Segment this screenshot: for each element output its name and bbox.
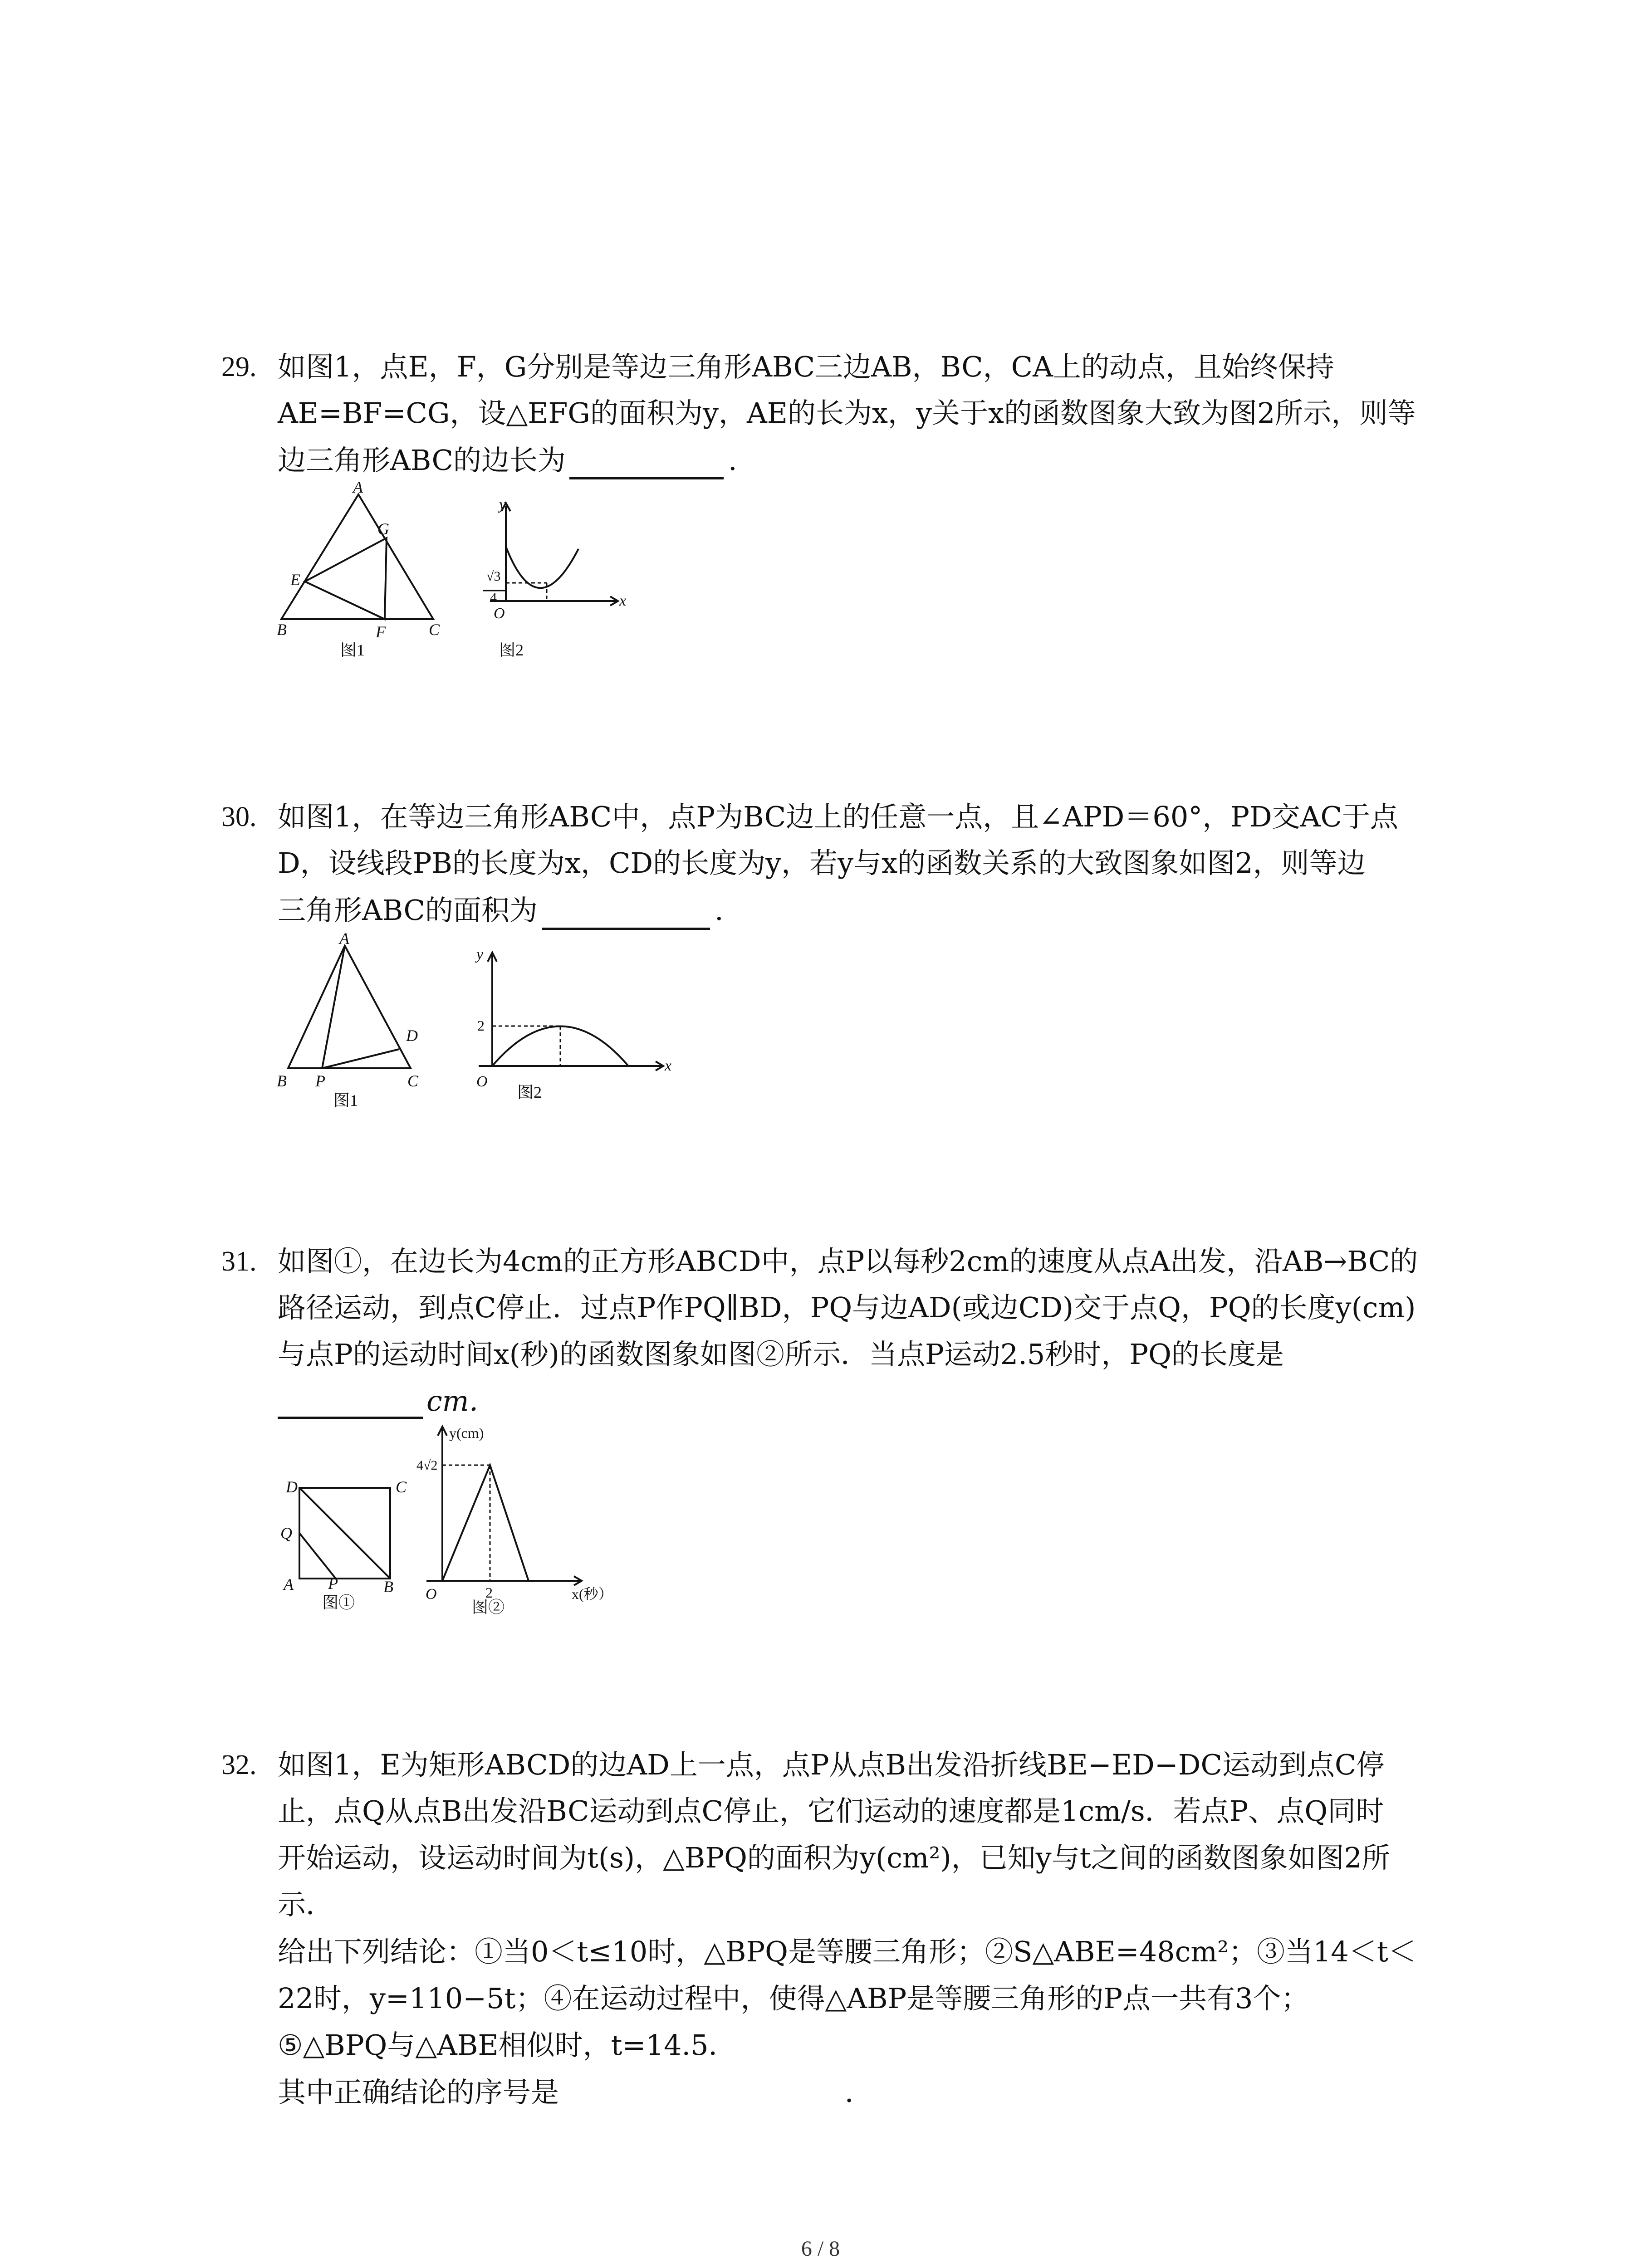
problem-text-line: 止，点Q从点B出发沿BC运动到点C停止，它们运动的速度都是1cm/s．若点P、点Q同时	[278, 1794, 1384, 1828]
label-a: A	[339, 932, 349, 948]
label-q: Q	[280, 1524, 292, 1542]
label-b: B	[277, 1072, 287, 1090]
problem-number: 29.	[221, 352, 257, 382]
answer-blank	[542, 928, 710, 930]
problem-text-line: 给出下列结论：①当0＜t≤10时，△BPQ是等腰三角形；②S△ABE=48cm²；③当14＜t＜	[278, 1935, 1416, 1968]
triangle-abc	[281, 494, 433, 619]
triangle-abc	[288, 946, 411, 1068]
tick-2: 2	[485, 1584, 493, 1601]
axis-x-label: x(秒）	[572, 1586, 613, 1602]
problem-text-line: 如图1，E为矩形ABCD的边AD上一点，点P从点B出发沿折线BE−ED−DC运动到点C停	[278, 1748, 1385, 1781]
axis-x-label: x	[619, 592, 627, 609]
axis-y-label: y	[499, 497, 506, 513]
unit-cm: cm．	[426, 1384, 497, 1418]
origin-label: O	[494, 605, 505, 622]
problem-number: 31.	[221, 1246, 257, 1277]
problem-text-line: ⑤△BPQ与△ABE相似时，t=14.5．	[278, 2028, 737, 2062]
origin-label: O	[476, 1073, 488, 1090]
figure-29-1	[268, 481, 458, 662]
problem-text-line: 三角形ABC的面积为	[278, 894, 538, 927]
parabola-curve	[506, 547, 578, 588]
figure-caption: 图2	[499, 641, 524, 659]
label-a: A	[353, 481, 363, 496]
problem-text-line: 开始运动，设运动时间为t(s)，△BPQ的面积为y(cm²)，已知y与t之间的函数图象如图2所	[278, 1841, 1391, 1874]
label-g: G	[377, 520, 389, 538]
problem-text-line: 如图①，在边长为4cm的正方形ABCD中，点P以每秒2cm的速度从点A出发，沿AB→BC的	[278, 1245, 1418, 1278]
problem-text-line: D，设线段PB的长度为x，CD的长度为y，若y与x的函数关系的大致图象如图2，则等边	[278, 846, 1366, 880]
problem-text-line: 如图1，点E，F，G分别是等边三角形ABC三边AB，BC，CA上的动点，且始终保持	[278, 350, 1334, 383]
tick-2: 2	[477, 1017, 485, 1034]
figure-31-2	[408, 1420, 626, 1615]
label-e: E	[290, 571, 300, 589]
origin-label: O	[426, 1586, 437, 1603]
period: ．	[845, 2076, 873, 2109]
label-f: F	[376, 623, 386, 641]
figure-caption: 图1	[333, 1091, 358, 1110]
problem-text-line: 边三角形ABC的边长为	[278, 444, 566, 477]
period: .	[715, 894, 724, 927]
figure-caption: 图2	[517, 1083, 542, 1101]
label-d: D	[286, 1478, 298, 1496]
problem-text-line: 与点P的运动时间x(秒)的函数图象如图②所示．当点P运动2.5秒时，PQ的长度是	[278, 1338, 1284, 1371]
answer-blank	[278, 1417, 423, 1419]
label-b: B	[277, 621, 287, 639]
problem-text-line: 示．	[278, 1888, 334, 1921]
label-p: P	[328, 1574, 338, 1593]
figure-caption: 图①	[322, 1593, 355, 1612]
figure-30-2	[458, 941, 685, 1123]
problem-text-line: 其中正确结论的序号是	[278, 2076, 559, 2109]
label-d: D	[406, 1026, 418, 1045]
triangle-efg	[305, 538, 387, 619]
label-c: C	[396, 1478, 407, 1496]
tick-4sqrt2: 4√2	[416, 1458, 438, 1473]
problem-text-line: 路径运动，到点C停止．过点P作PQ∥BD，PQ与边AD(或边CD)交于点Q，PQ的长度y(cm)	[278, 1291, 1416, 1324]
period: .	[728, 444, 737, 477]
page-number: 6 / 8	[801, 2237, 840, 2261]
label-p: P	[315, 1072, 325, 1090]
problem-text-line: 22时，y=110−5t；④在运动过程中，使得△ABP是等腰三角形的P点一共有3个；	[278, 1982, 1309, 2015]
problem-number: 30.	[221, 802, 257, 832]
label-c: C	[407, 1072, 419, 1090]
figure-29-2	[472, 497, 635, 665]
figure-caption: 图1	[340, 641, 365, 659]
answer-blank	[569, 477, 724, 479]
figure-caption: 图②	[472, 1598, 505, 1615]
tick-4: 4	[490, 590, 497, 605]
label-a: A	[284, 1575, 294, 1593]
axis-x-label: x	[665, 1057, 672, 1074]
problem-text-line: 如图1，在等边三角形ABC中，点P为BC边上的任意一点，且∠APD＝60°，PD交AC于点	[278, 800, 1398, 833]
tick-sqrt3: √3	[486, 569, 501, 584]
label-c: C	[429, 621, 440, 639]
label-b: B	[383, 1578, 393, 1596]
graph-line	[442, 1465, 529, 1581]
axis-y-label: y	[476, 946, 484, 963]
problem-text-line: AE=BF=CG，设△EFG的面积为y，AE的长为x，y关于x的函数图象大致为图2所示，则等	[278, 396, 1416, 430]
figure-30-1	[268, 932, 458, 1123]
problem-number: 32.	[221, 1750, 257, 1780]
axis-y-label: y(cm)	[449, 1425, 484, 1441]
figure-31-1	[272, 1461, 408, 1615]
